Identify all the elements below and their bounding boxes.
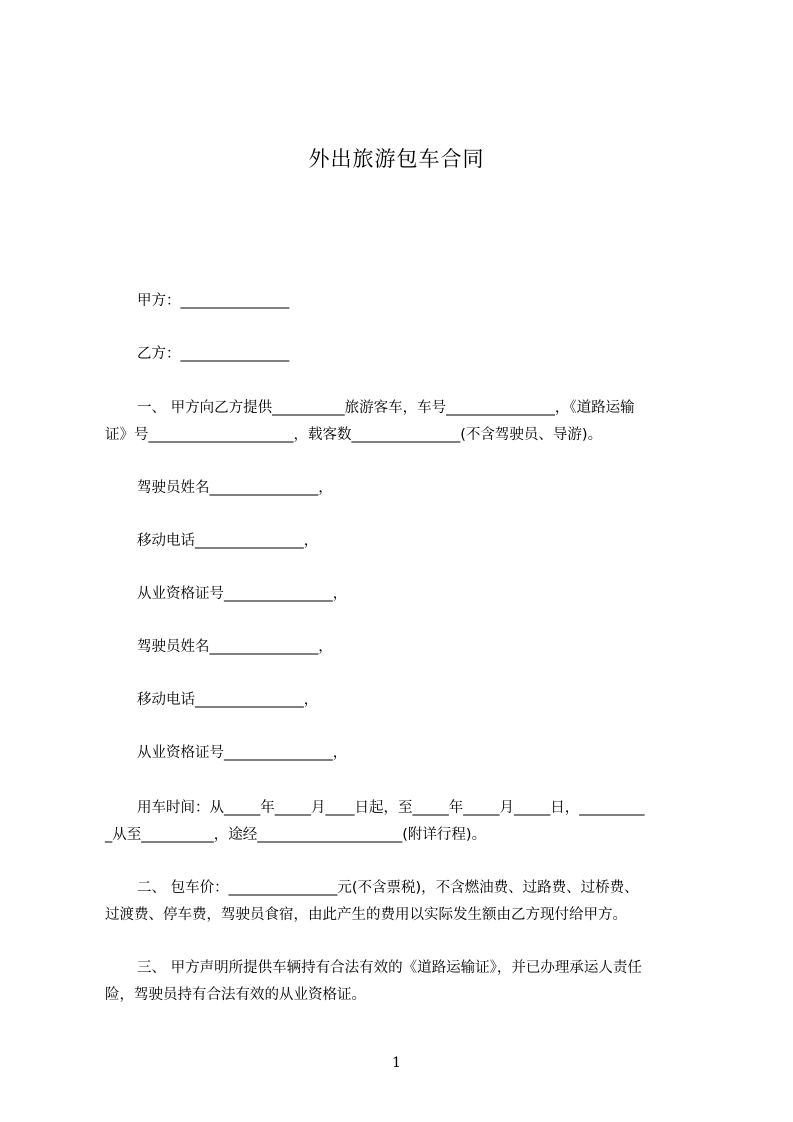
driver-2-phone-line: 移动电话_______________， bbox=[137, 692, 319, 708]
clause-3-line-1: 三、 甲方声明所提供车辆持有合法有效的《道路运输证》，并已办理承运人责任 bbox=[137, 960, 642, 976]
clause-1-line-2: 证》号____________________，载客数_______________(不含驾驶员、导游)。 bbox=[105, 427, 603, 443]
driver-2-name-line: 驾驶员姓名_______________， bbox=[137, 639, 333, 655]
page-number: 1 bbox=[392, 1055, 401, 1071]
driver-1-name-line: 驾驶员姓名_______________， bbox=[137, 480, 333, 496]
clause-2-line-2: 过渡费、停车费，驾驶员食宿，由此产生的费用以实际发生额由乙方现付给甲方。 bbox=[105, 907, 627, 923]
usage-time-line-2: _从至__________，途经____________________(附详行程)。 bbox=[105, 827, 487, 843]
party-b-line: 乙方：_______________ bbox=[137, 346, 290, 362]
document-title: 外出旅游包车合同 bbox=[308, 147, 485, 171]
driver-1-phone-line: 移动电话_______________， bbox=[137, 533, 319, 549]
party-a-line: 甲方：_______________ bbox=[137, 293, 290, 309]
clause-1-line-1: 一、 甲方向乙方提供__________旅游客车，车号_______________，《道路运输 bbox=[137, 400, 635, 416]
usage-time-line-1: 用车时间：从_____年_____月____日起，至_____年_____月_____日，_________ bbox=[137, 800, 645, 816]
clause-2-line-1: 二、 包车价：_______________元(不含票税)，不含燃油费、过路费、过桥费、 bbox=[137, 880, 639, 896]
driver-1-cert-line: 从业资格证号_______________， bbox=[137, 586, 348, 602]
driver-2-cert-line: 从业资格证号_______________， bbox=[137, 745, 348, 761]
clause-3-line-2: 险，驾驶员持有合法有效的从业资格证。 bbox=[105, 987, 366, 1003]
